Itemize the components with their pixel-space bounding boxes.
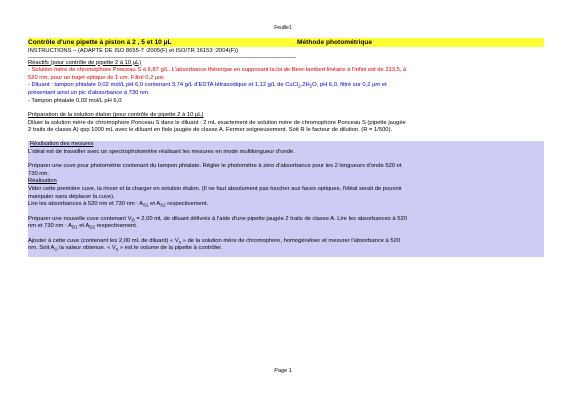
nouvelle-sub: D: [131, 217, 135, 223]
diluant-text-3: O, pH 6,0, filtré sur 0,2 µm et: [312, 82, 387, 89]
ajouter2-text-1: nm. Soit A: [28, 245, 55, 252]
nouvelle2-text-3: respectivement.: [94, 223, 138, 230]
lire-sub-1: S1: [143, 202, 149, 208]
nouvelle2-text-2: et A: [77, 223, 90, 230]
diluant-sub-1: 2: [298, 83, 301, 89]
page-footer: Page 1: [274, 368, 292, 374]
nouvelle2-sub-2: D2: [89, 224, 95, 230]
ajouter2-text-2: la valeur obtenue. « V: [57, 245, 116, 252]
preparation-line-1: Diluer la solution mère de chromophore Ponceau S dans le diluant : 2 mL exactement de solution mère de chromophore Ponceau S (pipette jaugée: [28, 119, 406, 126]
instructions-line: INSTRUCTIONS – (ADAPTE DE ISO 8655-7 :2005(F) et ISO/TR 16153 :2004(F)): [28, 48, 239, 54]
nouvelle2-sub-1: D1: [71, 224, 78, 230]
title-bar: [28, 38, 544, 47]
nouvelle2-text-1: nm et 730 nm : A: [28, 223, 72, 230]
realisation-subheading: Réalisation: [28, 178, 57, 185]
ajouter-sub: u: [178, 239, 182, 245]
lire-line: [28, 201, 544, 209]
nouvelle-cuve-line-1: [28, 216, 544, 224]
title-left: Contrôle d'une pipette à piston à 2 , 5 et 10 µL: [28, 39, 172, 46]
reagent-chromophore-line-2: 520 nm, pour un trajet optique de 1 cm. Filtré 0,2 µm.: [28, 74, 165, 81]
nouvelle-cuve-line-2: [28, 223, 544, 231]
diluant-text-1: - Diluant : tampon phtalate 0,02 mol/L pH 6,0 contenant 3,74 g/L d'EDTA tétrasodique et 1,12 g/L de CuCl: [28, 82, 299, 89]
sheet-name: Feuille1: [274, 25, 292, 31]
nouvelle-text-2: = 2,00 mL de diluant délivrés à l'aide d'une pipette jaugée 2 traits de classe A. Lire les absorbances à 520: [134, 215, 407, 222]
mesures-heading: Réalisation des mesures: [30, 140, 94, 147]
ajouter2-text-3: » est le volume de la pipette à contrôler.: [118, 245, 223, 252]
preparation-line-2: 2 traits de classe A) qsp 1000 mL avec le diluant en fiole jaugée de classe A. Fermer soigneusement. Soit R le facteur de dilution. (R = 1/500).: [28, 127, 393, 134]
document-body: [28, 38, 544, 257]
ajouter-line-1: [28, 238, 544, 246]
preparation-heading: Préparation de la solution étalon (pour contrôle de pipette 2 à 10 µL): [28, 112, 204, 119]
lire-text-3: respectivement.: [165, 201, 209, 208]
reagent-tampon-line: - Tampon phtalate 0,02 mol/L pH 6,0: [28, 97, 122, 104]
ajouter2-sub-1: U: [54, 246, 58, 252]
separator-dashes: ---------------------------------------------------------------------------------------------------------------------------------------------------------------------------------------: [28, 55, 297, 60]
diluant-sub-2: 2: [309, 83, 313, 89]
vider-line-2: manipuler sans déplacer la cuve).: [28, 193, 115, 200]
lire-text-1: Lire les absorbances à 520 nm et 730 nm : A: [28, 201, 144, 208]
title-method: Méthode photométrique: [297, 39, 373, 46]
mesures-intro: L'idéal est de travailler avec un spectrophotomètre réalisant les mesures en mode multilongueur d'onde.: [28, 148, 295, 155]
ajouter-line-2: [28, 245, 544, 253]
mesures-section: [28, 141, 544, 257]
lire-text-2: et A: [148, 201, 161, 208]
nouvelle-text-1: Préparer une nouvelle cuve contenant V: [28, 215, 132, 222]
reagent-chromophore-line-1: - Solution mère de chromophore Ponceau S à 6,87 g/L. L'absorbance théorique en supposant la loi de Beer-lambert linéaire à l'infini est de 313,5, à: [28, 67, 407, 74]
vider-line-1: Vider cette première cuve, la rincer et la charger en solution étalon. (Il ne faut absolument pas toucher aux faces optiques, l'idéal serait de pouvoir: [28, 185, 402, 192]
ajouter-text-1: Ajouter à cette cuve (contenant les 2,00 mL de diluant) « V: [28, 237, 179, 244]
diluant-text-2: ,2H: [300, 82, 310, 89]
ajouter2-sub-2: u: [115, 246, 119, 252]
reagent-diluant-line-2: présentant ainsi un pic d'absorbance à 730 nm.: [28, 89, 150, 96]
reagents-heading: Réactifs (pour contrôle de pipette 2 à 10 µL): [28, 59, 142, 66]
lire-sub-2: S2: [160, 202, 166, 208]
ajouter-text-2: » de la solution mère de chromophore, homogénéiser et mesurer l'absorbance à 520: [181, 237, 401, 244]
prep-cuve-line-1: Préparer une cuve pour photométrie contenant du tampon phtalate. Régler le photomètre à zéro d'absorbance pour les 2 longueurs d'onde 520 et: [28, 163, 402, 170]
reagent-diluant-line-1: [28, 82, 544, 90]
prep-cuve-line-2: 730 nm.: [28, 170, 49, 177]
